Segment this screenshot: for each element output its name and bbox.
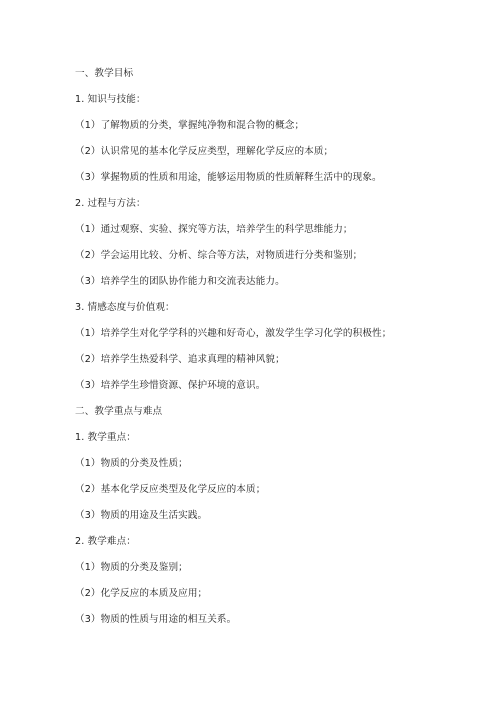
- subheading-process-methods: 2. 过程与方法：: [75, 198, 146, 209]
- list-item: （1）物质的分类及性质；: [75, 458, 188, 469]
- list-item: （2）基本化学反应类型及化学反应的本质；: [75, 484, 266, 495]
- list-item: （3）培养学生的团队协作能力和交流表达能力。: [75, 276, 285, 287]
- list-item: （3）培养学生珍惜资源、保护环境的意识。: [75, 380, 266, 391]
- subheading-teaching-difficulty: 2. 教学难点：: [75, 536, 136, 547]
- list-item: （1）通过观察、实验、探究等方法，培养学生的科学思维能力；: [75, 224, 353, 235]
- list-item: （2）培养学生热爱科学、追求真理的精神风貌；: [75, 354, 285, 365]
- subheading-teaching-focus: 1. 教学重点：: [75, 432, 136, 443]
- list-item: （2）学会运用比较、分析、综合等方法，对物质进行分类和鉴别；: [75, 250, 363, 261]
- section-heading-key-points: 二、教学重点与难点: [75, 406, 163, 417]
- subheading-knowledge-skills: 1. 知识与技能：: [75, 94, 146, 105]
- list-item: （3）物质的性质与用途的相互关系。: [75, 614, 237, 625]
- subheading-attitude-values: 3. 情感态度与价值观：: [75, 302, 175, 313]
- section-heading-objectives: 一、教学目标: [75, 68, 134, 79]
- list-item: （3）物质的用途及生活实践。: [75, 510, 208, 521]
- list-item: （2）认识常见的基本化学反应类型，理解化学反应的本质；: [75, 146, 334, 157]
- list-item: （1）物质的分类及鉴别；: [75, 562, 188, 573]
- list-item: （1）了解物质的分类，掌握纯净物和混合物的概念；: [75, 120, 305, 131]
- list-item: （3）掌握物质的性质和用途，能够运用物质的性质解释生活中的现象。: [75, 172, 382, 183]
- list-item: （1）培养学生对化学学科的兴趣和好奇心，激发学生学习化学的积极性；: [75, 328, 392, 339]
- list-item: （2）化学反应的本质及应用；: [75, 588, 208, 599]
